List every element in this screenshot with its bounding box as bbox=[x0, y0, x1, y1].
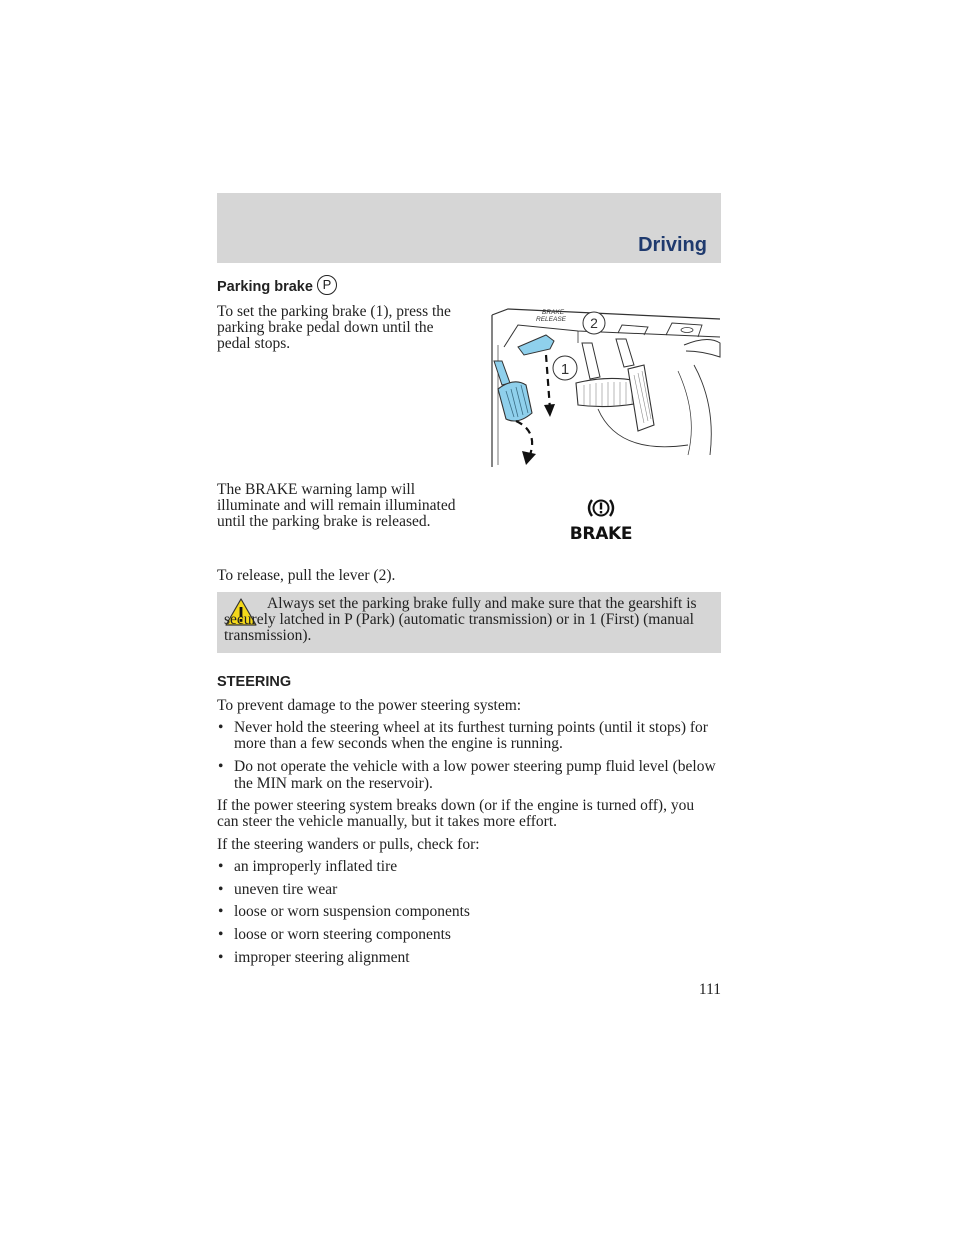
pedal-diagram bbox=[488, 305, 722, 470]
section-header-bar bbox=[217, 193, 721, 263]
parking-brake-illustration bbox=[488, 305, 722, 470]
prevent-list bbox=[217, 720, 721, 792]
list-item: • loose or worn suspension components bbox=[217, 904, 721, 920]
list-item: • Do not operate the vehicle with a low power steering pump fluid level (below the MIN mark on the reservoir). bbox=[217, 759, 721, 791]
list-item: • uneven tire wear bbox=[217, 882, 721, 898]
brake-lamp-text: The BRAKE warning lamp will illuminate and will remain illuminated until the parking brake is released. bbox=[217, 481, 456, 531]
steering-intro: To prevent damage to the power steering system: bbox=[217, 697, 522, 714]
callout-2: 2 bbox=[590, 315, 598, 331]
list-item: • an improperly inflated tire bbox=[217, 859, 721, 875]
list-item: • Never hold the steering wheel at its furthest turning points (until it stops) for more than a few seconds when the engine is running. bbox=[217, 720, 721, 752]
section-title: Driving bbox=[638, 234, 707, 256]
page-number: 111 bbox=[698, 981, 721, 998]
parking-brake-p-icon: P bbox=[317, 275, 337, 295]
release-text: To release, pull the lever (2). bbox=[217, 567, 396, 584]
parking-brake-heading bbox=[217, 277, 337, 297]
breakdown-text: If the power steering system breaks down (or if the engine is turned off), you can steer the vehicle manually, but it takes more effort. bbox=[217, 797, 695, 831]
brake-release-label-2: RELEASE bbox=[536, 316, 566, 323]
brake-warning-icon bbox=[562, 496, 640, 520]
parking-brake-set-text: To set the parking brake (1), press the parking brake pedal down until the pedal stops. bbox=[217, 303, 451, 353]
warning-box bbox=[217, 592, 721, 653]
warning-text: Always set the parking brake fully and make sure that the gearshift is securely latched in P (Park) (automatic transmission) or in 1 (First) (manual transmission). bbox=[224, 595, 697, 645]
brake-lamp-word: BRAKE bbox=[569, 524, 633, 544]
brake-warning-lamp bbox=[562, 496, 640, 542]
check-intro: If the steering wanders or pulls, check for: bbox=[217, 836, 480, 853]
steering-heading: STEERING bbox=[217, 674, 292, 690]
brake-release-label-1: BRAKE bbox=[542, 309, 565, 316]
check-list bbox=[217, 859, 721, 966]
parking-brake-heading-text: Parking brake bbox=[217, 278, 313, 295]
callout-1: 1 bbox=[560, 361, 570, 378]
list-item: • improper steering alignment bbox=[217, 950, 721, 966]
list-item: • loose or worn steering components bbox=[217, 927, 721, 943]
